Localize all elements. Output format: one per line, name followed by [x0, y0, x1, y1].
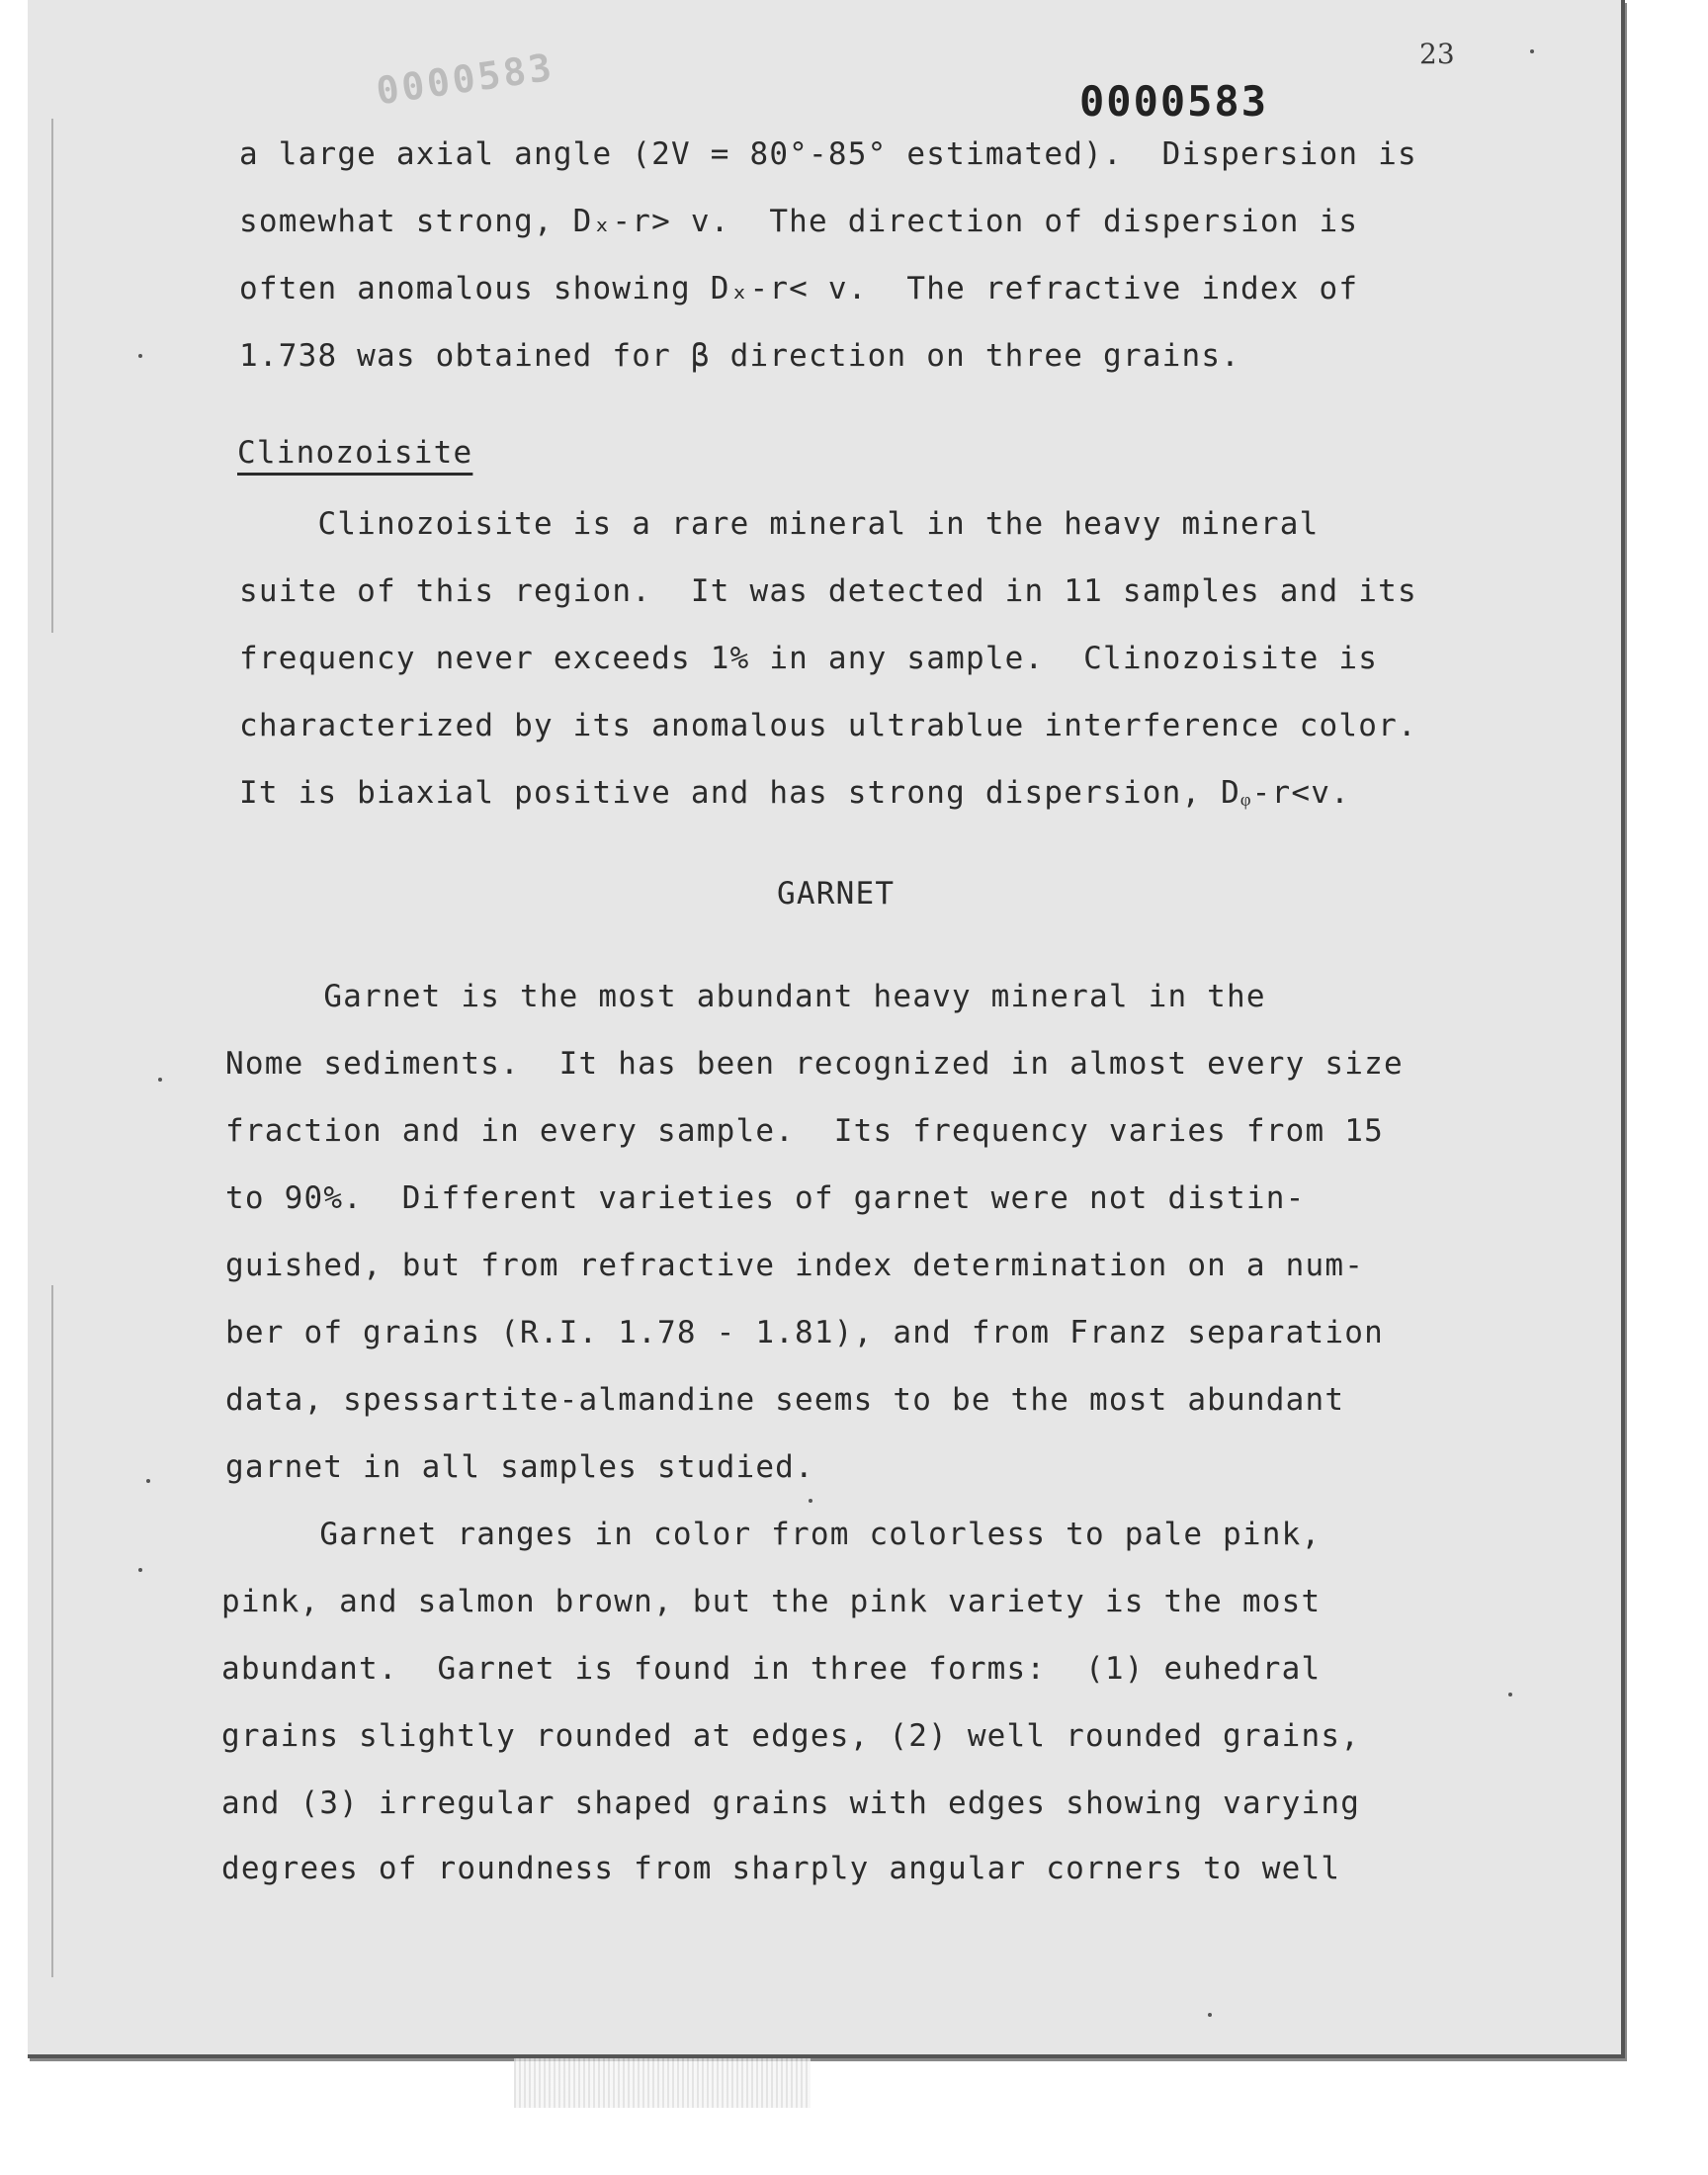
text-line: 1.738 was obtained for β direction on three grains. — [239, 338, 1241, 374]
text-line: degrees of roundness from sharply angular corners to well — [221, 1851, 1341, 1886]
section-heading-clinozoisite: Clinozoisite — [237, 435, 473, 471]
scan-speck — [138, 354, 142, 358]
section-heading-garnet: GARNET — [777, 876, 896, 912]
text-line: fraction and in every sample. Its frequency varies from 15 — [225, 1113, 1384, 1149]
text-line: Garnet ranges in color from colorless to pale pink, — [221, 1517, 1322, 1552]
text-line: pink, and salmon brown, but the pink variety is the most — [221, 1584, 1322, 1619]
text-line: abundant. Garnet is found in three forms: (1) euhedral — [221, 1651, 1322, 1687]
text-line: a large axial angle (2V = 80°-85° estimated). Dispersion is — [239, 136, 1417, 172]
text-line: somewhat strong, Dₓ-r> v. The direction of dispersion is — [239, 204, 1359, 239]
scan-speck — [138, 1568, 142, 1572]
text-line: garnet in all samples studied. — [225, 1449, 814, 1485]
text-line: data, spessartite-almandine seems to be the most abundant — [225, 1382, 1345, 1418]
margin-mark — [51, 119, 53, 633]
text-line: frequency never exceeds 1% in any sample. Clinozoisite is — [239, 641, 1379, 676]
ghost-stamp: 0000583 — [373, 44, 557, 114]
text-line: Nome sediments. It has been recognized in almost every size — [225, 1046, 1404, 1082]
page-number: 23 — [1419, 38, 1455, 70]
margin-mark — [51, 1285, 53, 1977]
scan-speck — [1508, 1693, 1512, 1696]
scan-speck — [146, 1479, 150, 1483]
scan-speck — [1530, 49, 1534, 53]
text-line: guished, but from refractive index determination on a num- — [225, 1248, 1365, 1283]
document-stamp: 0000583 — [1079, 77, 1269, 126]
scan-speck — [1208, 2013, 1212, 2017]
scan-speck — [809, 1499, 812, 1503]
scan-speck — [158, 1078, 162, 1082]
text-line: Clinozoisite is a rare mineral in the heavy mineral — [239, 506, 1320, 542]
text-line: often anomalous showing Dₓ-r< v. The refractive index of — [239, 271, 1359, 306]
text-line: ber of grains (R.I. 1.78 - 1.81), and from Franz separation — [225, 1315, 1384, 1350]
text-line: grains slightly rounded at edges, (2) well rounded grains, — [221, 1718, 1361, 1754]
text-line: characterized by its anomalous ultrablue interference color. — [239, 708, 1417, 743]
text-line: and (3) irregular shaped grains with edges showing varying — [221, 1785, 1361, 1821]
text-line: Garnet is the most abundant heavy mineral in the — [225, 979, 1266, 1014]
text-line: suite of this region. It was detected in 11 samples and its — [239, 573, 1417, 609]
text-line: It is biaxial positive and has strong dispersion, Dᵩ-r<v. — [239, 775, 1350, 811]
scan-artifact — [514, 2058, 811, 2108]
text-line: to 90%. Different varieties of garnet were not distin- — [225, 1180, 1306, 1216]
